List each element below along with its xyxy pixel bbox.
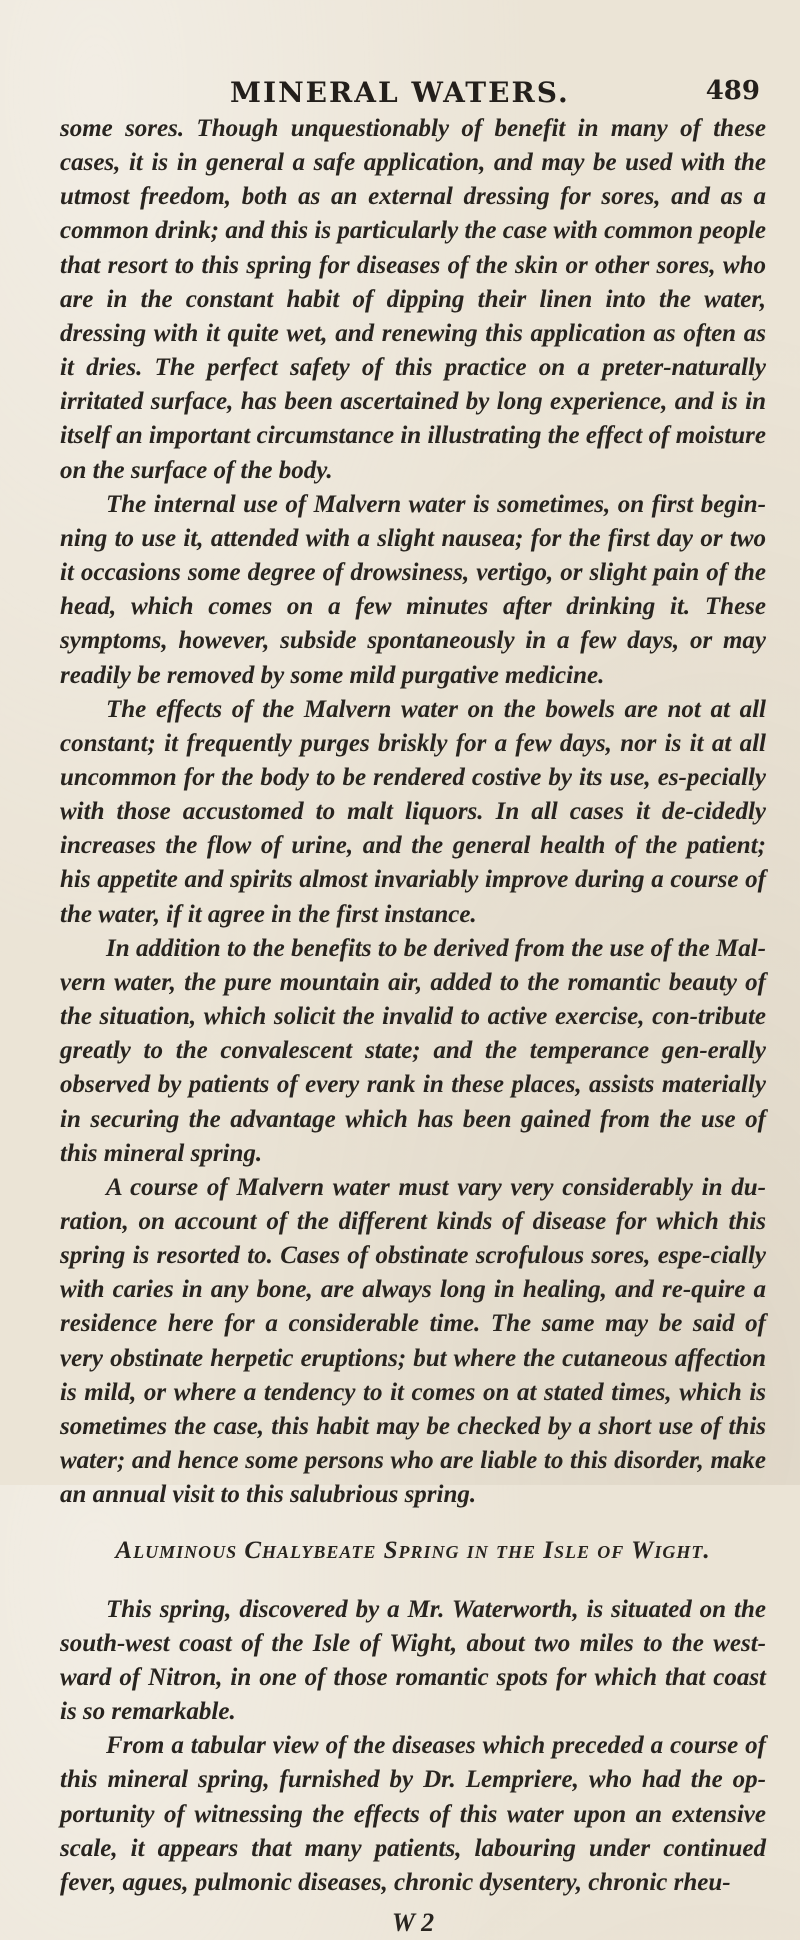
paragraph-effects-on-bowels: The effects of the Malvern water on the bowels are not at all constant; it frequently purges briskly for a few days, nor is it at all uncommon for the body to be rendered costive by its use, es-pecially with those accustomed to malt liquors. In all cases it de-cidedly increases the flow of urine, and the general health of the patient; his appetite and spirits almost invariably improve during a course of the water, if it agree in the first instance. <box>60 695 766 928</box>
paragraph-internal-use: The internal use of Malvern water is sometimes, on first begin-ning to use it, attended with a slight nausea; for the first day or two it occasions some degree of drowsiness, vertigo, or slight pain of the head, which comes on a few minutes after drinking it. These symptoms, however, subside spontaneously in a few days, or may readily be removed by some mild purgative medicine. <box>60 490 766 689</box>
body-text <box>60 112 766 1940</box>
paragraph-benefits: In addition to the benefits to be derived from the use of the Mal-vern water, the pure mountain air, added to the romantic beauty of the situation, which solicit the invalid to active exercise, con-tribute greatly to the convalescent state; and the temperance gen-erally observed by patients of every rank in these places, assists materially in securing the advantage which has been gained from the use of this mineral spring. <box>60 934 766 1167</box>
running-title: MINERAL WATERS. <box>230 76 570 109</box>
signature-mark: W 2 <box>391 1907 435 1937</box>
paragraph-tabular-view: From a tabular view of the diseases which preceded a course of this mineral spring, furnished by Dr. Lempriere, who had the op-portunity of witnessing the effects of this water upon an extensive scale, it appears that many patients, labouring under continued fever, agues, pulmonic diseases, chronic dysentery, chronic rheu- <box>60 1732 766 1896</box>
paragraph-continued: some sores. Though unquestionably of benefit in many of these cases, it is in general a safe application, and may be used with the utmost freedom, both as an external dressing for sores, and as a common drink; and this is particularly the case with common people that resort to this spring for diseases of the skin or other sores, who are in the constant habit of dipping their linen into the water, dressing with it quite wet, and renewing this application as often as it dries. The perfect safety of this practice on a preter-naturally irritated surface, has been ascertained by long experience, and is in itself an important circumstance in illustrating the effect of moisture on the surface of the body. <box>60 115 766 484</box>
paragraph-spring-location: This spring, discovered by a Mr. Waterworth, is situated on the south-west coast of the Isle of Wight, about two miles to the west-ward of Nitron, in one of those romantic spots for which that coast is so remarkable. <box>60 1595 766 1726</box>
section-heading: Aluminous Chalybeate Spring in the Isle of Wight. <box>115 1537 711 1565</box>
paragraph-course-duration: A course of Malvern water must vary very considerably in du-ration, on account of the different kinds of disease for which this spring is resorted to. Cases of obstinate scrofulous sores, espe-cially with caries in any bone, are always long in healing, and re-quire a residence here for a considerable time. The same may be said of very obstinate herpetic eruptions; but where the cutaneous affection is mild, or where a tendency to it comes on at stated times, which is sometimes the case, this habit may be checked by a short use of this water; and hence some persons who are liable to this disorder, make an annual visit to this salubrious spring. <box>60 1173 766 1509</box>
page-number: 489 <box>705 76 760 106</box>
running-head <box>60 52 766 109</box>
